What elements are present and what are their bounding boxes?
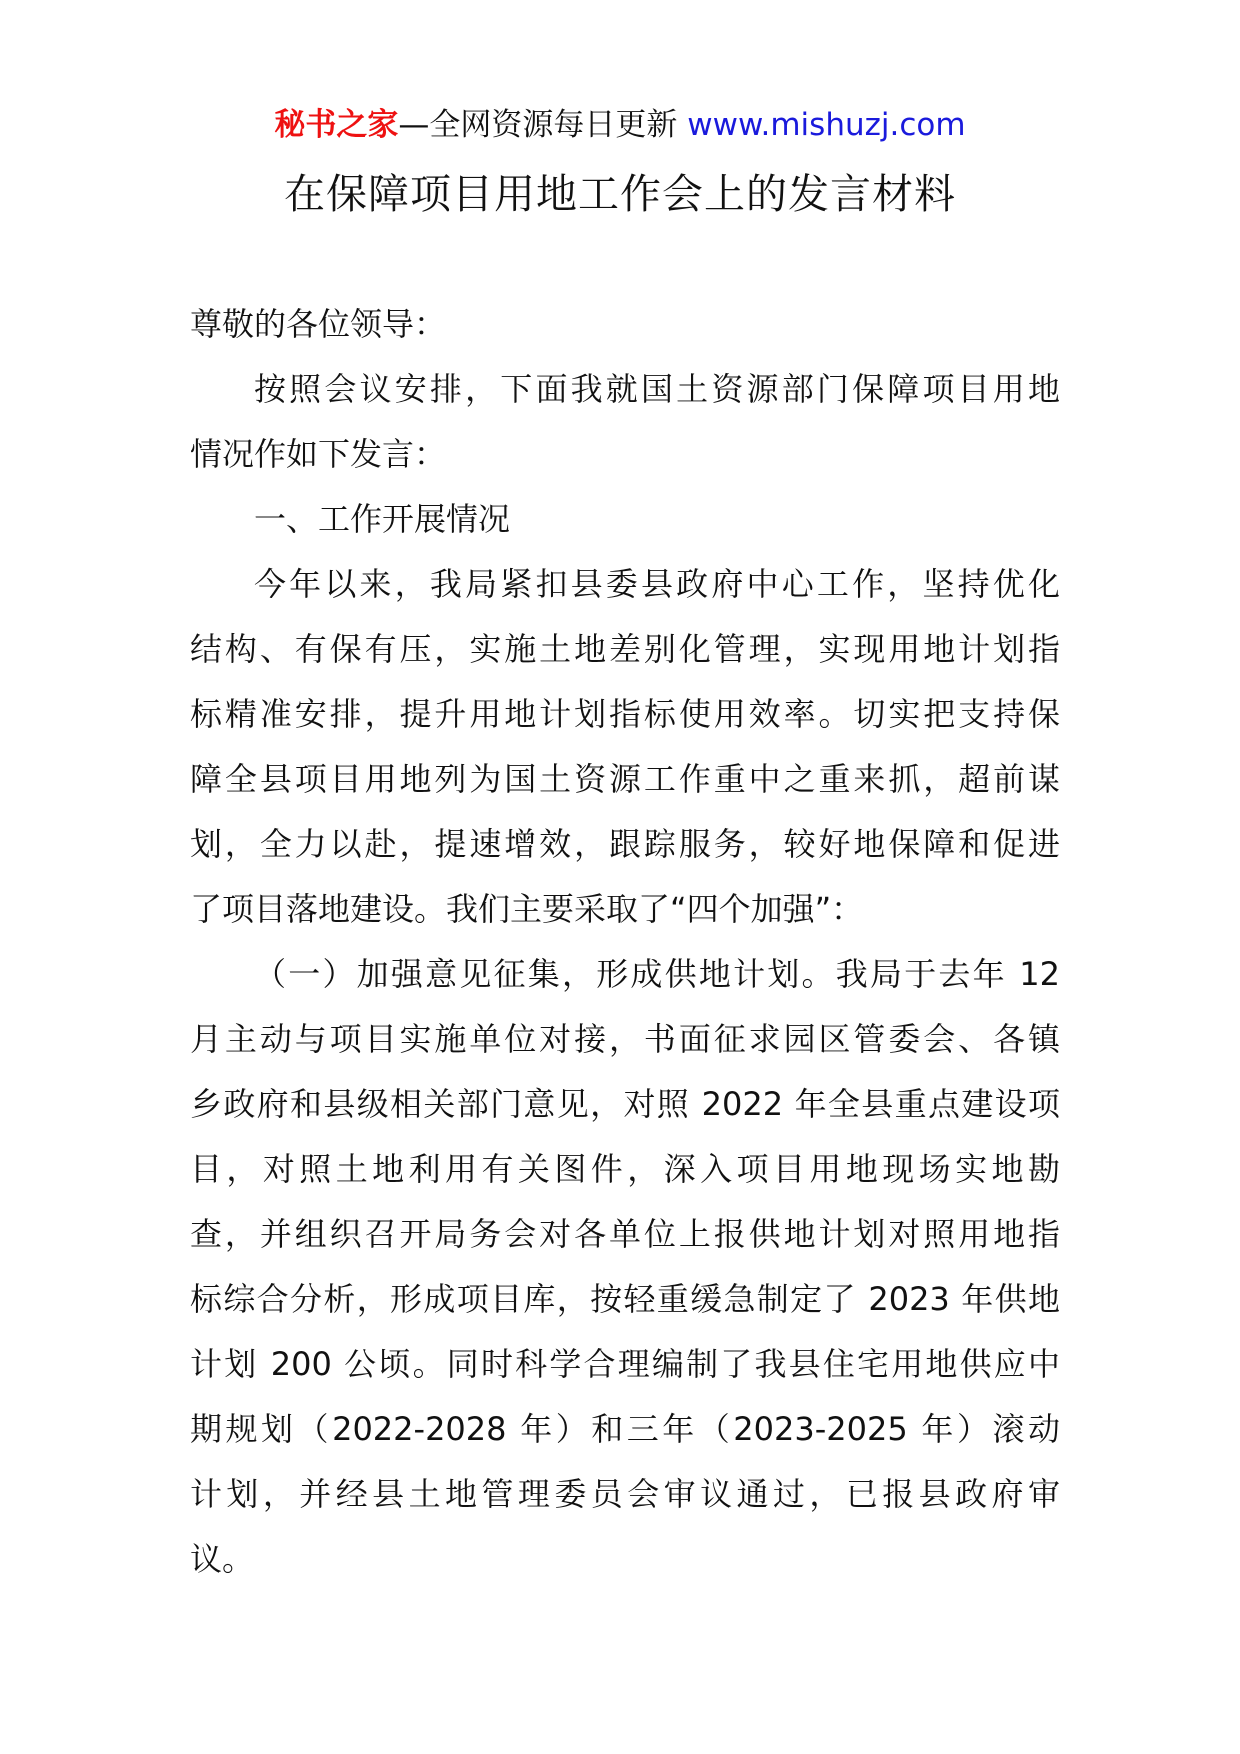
paragraph-line: 情况作如下发言： [190, 435, 447, 473]
paragraph-line: 计划 200 公顷。同时科学合理编制了我县住宅用地供应中 [190, 1345, 1060, 1383]
section-heading: 一、工作开展情况 [254, 500, 511, 538]
brand-name: 秘书之家 [274, 107, 399, 143]
paragraph-line: 今年以来，我局紧扣县委县政府中心工作，坚持优化 [254, 565, 1060, 603]
paragraph-line: 期规划（2022-2028 年）和三年（2023-2025 年）滚动 [190, 1410, 1060, 1448]
paragraph-intro [190, 357, 1060, 487]
salutation: 尊敬的各位领导： [190, 305, 447, 343]
paragraph-line: 划，全力以赴，提速增效，跟踪服务，较好地保障和促进 [190, 825, 1060, 863]
paragraph-line: 结构、有保有压，实施土地差别化管理，实现用地计划指 [190, 630, 1060, 668]
paragraph-line: 议。 [190, 1540, 255, 1578]
brand-slogan: —全网资源每日更新 [398, 107, 678, 143]
document-body [190, 292, 1060, 1592]
paragraph-line: 查，并组织召开局务会对各单位上报供地计划对照用地指 [190, 1215, 1060, 1253]
paragraph-line: 障全县项目用地列为国土资源工作重中之重来抓，超前谋 [190, 760, 1060, 798]
paragraph-line: 目，对照土地利用有关图件，深入项目用地现场实地勘 [190, 1150, 1060, 1188]
paragraph-line: 标精准安排，提升用地计划指标使用效率。切实把支持保 [190, 695, 1060, 733]
paragraph-line: 按照会议安排，下面我就国土资源部门保障项目用地 [254, 370, 1060, 408]
document-title: 在保障项目用地工作会上的发言材料 [284, 170, 956, 218]
paragraph-line: 标综合分析，形成项目库，按轻重缓急制定了 2023 年供地 [190, 1280, 1060, 1318]
paragraph-subsection-1 [190, 942, 1060, 1592]
paragraph-line: 计划，并经县土地管理委员会审议通过，已报县政府审 [190, 1475, 1060, 1513]
watermark-header [0, 103, 1240, 147]
paragraph-overview [190, 552, 1060, 942]
paragraph-line: 乡政府和县级相关部门意见，对照 2022 年全县重点建设项 [190, 1085, 1060, 1123]
paragraph-line: （一）加强意见征集，形成供地计划。我局于去年 12 [254, 955, 1060, 993]
paragraph-line: 了项目落地建设。我们主要采取了“四个加强”： [190, 890, 864, 928]
site-url: www.mishuzj.com [687, 107, 966, 143]
paragraph-line: 月主动与项目实施单位对接，书面征求园区管委会、各镇 [190, 1020, 1060, 1058]
